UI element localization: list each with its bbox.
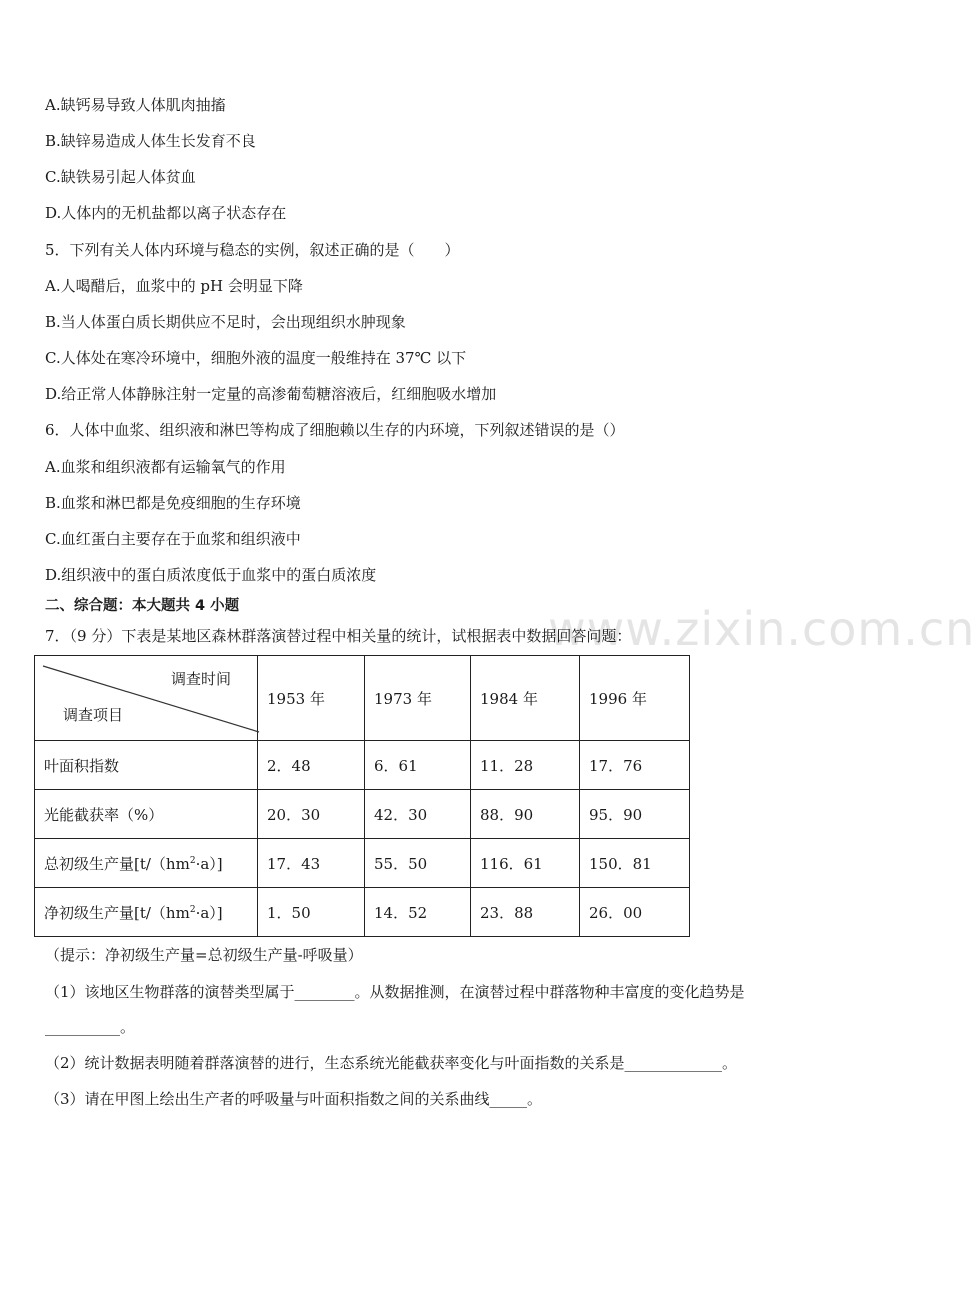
q7-hint: （提示：净初级生产量=总初级生产量-呼吸量） — [45, 946, 363, 964]
row-label-text: 总初级生产量[t/（hm — [44, 854, 190, 873]
table-cell: 20．30 — [258, 790, 365, 839]
table-cell: 2．48 — [258, 741, 365, 790]
table-cell: 17．43 — [258, 839, 365, 888]
table-cell: 1．50 — [258, 888, 365, 937]
table-cell: 6．61 — [365, 741, 471, 790]
q4-option-c: C.缺铁易引起人体贫血 — [45, 168, 196, 186]
header-year: 1996 年 — [580, 656, 690, 741]
superscript: 2 — [189, 904, 196, 915]
q6-option-a: A.血浆和组织液都有运输氧气的作用 — [45, 458, 286, 476]
table-cell: 11．28 — [471, 741, 580, 790]
q4-option-d: D.人体内的无机盐都以离子状态存在 — [45, 204, 287, 222]
table-row — [35, 888, 690, 937]
row-label — [35, 888, 258, 937]
table-cell: 14．52 — [365, 888, 471, 937]
table-cell: 55．50 — [365, 839, 471, 888]
watermark: www.zixin.com.cn — [548, 602, 975, 656]
table-header-row — [35, 656, 690, 741]
q6-stem: 6．人体中血浆、组织液和淋巴等构成了细胞赖以生存的内环境，下列叙述错误的是（） — [45, 421, 625, 439]
q4-option-a: A.缺钙易导致人体肌肉抽搐 — [45, 96, 226, 114]
q5-option-c: C.人体处在寒冷环境中，细胞外液的温度一般维持在 37℃ 以下 — [45, 349, 467, 367]
q4-option-b: B.缺锌易造成人体生长发育不良 — [45, 132, 256, 150]
row-label: 叶面积指数 — [35, 741, 258, 790]
header-survey-item: 调查项目 — [63, 706, 124, 724]
q7-sub1-line2: __________。 — [45, 1018, 136, 1036]
table-cell: 116．61 — [471, 839, 580, 888]
table-cell: 23．88 — [471, 888, 580, 937]
table-cell: 150．81 — [580, 839, 690, 888]
section-title: 二、综合题：本大题共 4 小题 — [45, 598, 240, 614]
statistics-table — [34, 655, 690, 937]
q6-option-c: C.血红蛋白主要存在于血浆和组织液中 — [45, 530, 301, 548]
table-row — [35, 741, 690, 790]
header-survey-time: 调查时间 — [170, 670, 231, 688]
q5-stem: 5．下列有关人体内环境与稳态的实例，叙述正确的是（ ） — [45, 241, 460, 259]
header-year: 1984 年 — [471, 656, 580, 741]
table-cell: 95．90 — [580, 790, 690, 839]
header-year: 1953 年 — [258, 656, 365, 741]
q5-option-a: A.人喝醋后，血浆中的 pH 会明显下降 — [45, 277, 303, 295]
q6-option-d: D.组织液中的蛋白质浓度低于血浆中的蛋白质浓度 — [45, 566, 377, 584]
q7-sub2: （2）统计数据表明随着群落演替的进行，生态系统光能截获率变化与叶面指数的关系是_____________。 — [45, 1054, 738, 1072]
q5-option-d: D.给正常人体静脉注射一定量的高渗葡萄糖溶液后，红细胞吸水增加 — [45, 385, 497, 403]
row-label-text: ·a）] — [195, 903, 223, 922]
row-label-text: ·a）] — [195, 854, 223, 873]
table-cell: 26．00 — [580, 888, 690, 937]
diagonal-line — [35, 656, 266, 740]
table-row — [35, 839, 690, 888]
table-corner-cell — [35, 656, 258, 741]
row-label: 光能截获率（%） — [35, 790, 258, 839]
table-cell: 88．90 — [471, 790, 580, 839]
header-year: 1973 年 — [365, 656, 471, 741]
table-cell: 42．30 — [365, 790, 471, 839]
row-label — [35, 839, 258, 888]
q7-sub3: （3）请在甲图上绘出生产者的呼吸量与叶面积指数之间的关系曲线_____。 — [45, 1090, 543, 1108]
row-label-text: 净初级生产量[t/（hm — [44, 903, 190, 922]
q7-sub1-line1: （1）该地区生物群落的演替类型属于________。从数据推测，在演替过程中群落物种丰富度的变化趋势是 — [45, 983, 745, 1001]
superscript: 2 — [189, 855, 196, 866]
q5-option-b: B.当人体蛋白质长期供应不足时，会出现组织水肿现象 — [45, 313, 406, 331]
q6-option-b: B.血浆和淋巴都是免疫细胞的生存环境 — [45, 494, 301, 512]
q7-stem: 7．（9 分）下表是某地区森林群落演替过程中相关量的统计，试根据表中数据回答问题： — [45, 627, 632, 645]
table-cell: 17．76 — [580, 741, 690, 790]
table-row — [35, 790, 690, 839]
